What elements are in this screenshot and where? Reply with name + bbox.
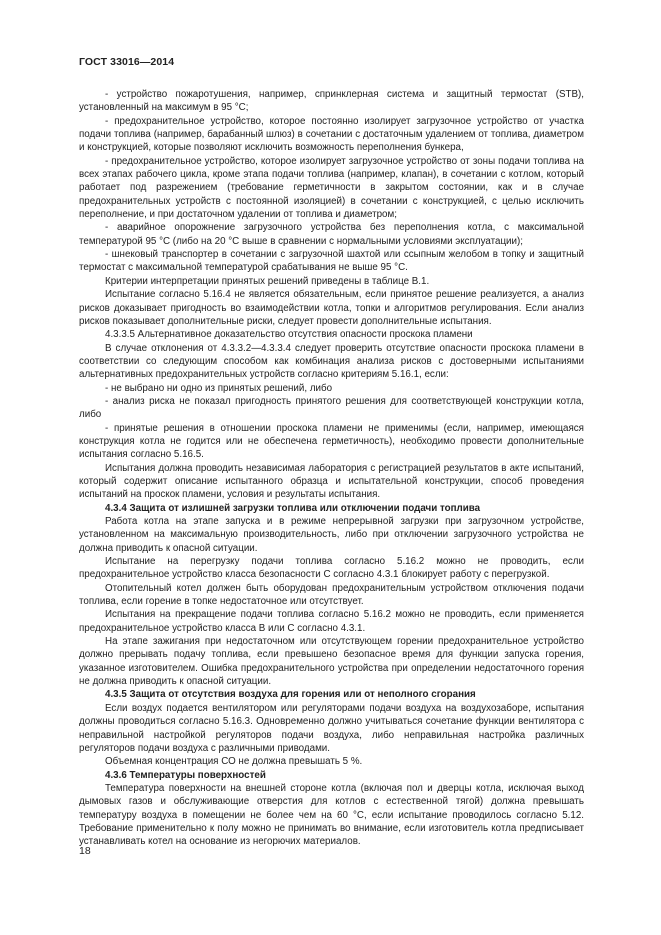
paragraph: Испытания должна проводить независимая лаборатория с регистрацией результатов в акте испытаний, который содержит описание испытанного образца и испытательной конструкции, способ проведения испытаний на проскок пламени, условия и результаты испытания. [79, 462, 584, 501]
paragraph: Отопительный котел должен быть оборудован предохранительным устройством отключения подачи топлива, если горение в топке недостаточное или отсутствует. [79, 582, 584, 608]
paragraph: - аварийное опорожнение загрузочного устройства без переполнения котла, с максимальной температурой 95 °С (либо на 20 °С выше в сравнении с нормальными условиями эксплуатации); [79, 222, 584, 247]
section-heading: 4.3.5 Защита от отсутствия воздуха для горения или от неполного сгорания [105, 689, 476, 701]
section-heading: 4.3.6 Температуры поверхностей [105, 769, 266, 781]
paragraph: - шнековый транспортер в сочетании с загрузочной шахтой или ссыпным желобом в топку и защитный термостат с максимальной температурой срабатывания не выше 95 °С. [79, 249, 584, 274]
paragraph: Объемная концентрация СО не должна превышать 5 %. [105, 756, 363, 768]
paragraph: - предохранительное устройство, которое изолирует загрузочное устройство от зоны подачи топлива на всех этапах рабочего цикла, кроме этапа подачи топлива (например, клапан), в сочетании с котлом, который работает под разрежением (требование герметичности в закрытом состоянии, как и в случае предохранительных устройств с постоянной изоляцией) в сочетании с конструкцией, с целью исключить переполнение, и при достаточном удалении от топлива и диаметром; [79, 155, 584, 221]
document-body [79, 88, 584, 849]
paragraph: Работа котла на этапе запуска и в режиме непрерывной загрузки при загрузочном устройстве, установленном на максимальную производительность, либо при отключении загрузочного устройства не должна приводить к опасной ситуации. [79, 516, 584, 554]
paragraph: - анализ риска не показал пригодность принятого решения для соответствующей конструкции котла, либо [79, 395, 584, 421]
paragraph: Испытания на прекращение подачи топлива согласно 5.16.2 можно не проводить, если применяется предохранительное устройство класса В или С согласно 4.3.1. [79, 609, 584, 634]
paragraph: 4.3.3.5 Альтернативное доказательство отсутствия опасности проскока пламени [105, 329, 473, 341]
paragraph: Если воздух подается вентилятором или регуляторами подачи воздуха на воздухозаборе, испытания должны проводиться согласно 5.16.3. Одновременно должно учитываться сочетание функции вентилятора с неправильной настройкой регуляторов подачи воздуха, либо неправильная настройка различных регуляторов подачи воздуха с различными приводами. [79, 702, 584, 754]
paragraph: - устройство пожаротушения, например, спринклерная система и защитный термостат (STB), установленный на максимум в 95 °С; [79, 89, 584, 114]
paragraph: На этапе зажигания при недостаточном или отсутствующем горении предохранительное устройство должно прерывать подачу топлива, если превышено безопасное время для функции запуска горения, указанное изготовителем. Ошибка предохранительного устройства при определении недостаточного горения не должна приводить к опасной ситуации. [79, 636, 584, 688]
paragraph: - принятые решения в отношении проскока пламени не применимы (если, например, имеющаяся конструкция котла не годится или не обеспечена герметичность), необходимо провести дополнительные испытания согласно 5.16.5. [79, 422, 584, 461]
page-number: 18 [79, 845, 91, 857]
paragraph: - предохранительное устройство, которое постоянно изолирует загрузочное устройство от участка подачи топлива (например, барабанный шлюз) в сочетании с достаточным удалением от топлива, диаметром и конструкцией, которые позволяют исключить возможность переполнения бункера, [79, 115, 584, 154]
paragraph: - не выбрано ни одно из принятых решений, либо [105, 382, 333, 394]
paragraph: Температура поверхности на внешней стороне котла (включая пол и дверцы котла, исключая выход дымовых газов и обслуживающие отверстия для котлов с естественной тягой) должна превышать температуру воздуха в помещении не более чем на 60 °С, если испытание проводилось согласно 5.12. Требование применительно к полу можно не принимать во внимание, если изготовитель котла предписывает устанавливать котел на основание из негорючих материалов. [79, 782, 584, 848]
paragraph: В случае отклонения от 4.3.3.2—4.3.3.4 следует проверить отсутствие опасности проскока пламени в соответствии со следующим способом как комбинация анализа рисков с достоверными испытаниями альтернативных предохранительных устройств согласно критериям 5.16.1, если: [79, 342, 584, 381]
paragraph: Критерии интерпретации принятых решений приведены в таблице В.1. [105, 275, 430, 287]
paragraph: Испытание на перегрузку подачи топлива согласно 5.16.2 можно не проводить, если предохранительное устройство класса безопасности С согласно 4.3.1 блокирует работу с перегрузкой. [79, 556, 584, 581]
section-heading: 4.3.4 Защита от излишней загрузки топлива или отключении подачи топлива [105, 502, 481, 514]
paragraph: Испытание согласно 5.16.4 не является обязательным, если принятое решение реализуется, а анализ рисков доказывает пригодность во взаимодействии котла, топки и алгоритмов регулирования. Если анализ рисков показывает дополнительные риски, следует провести дополнительные испытания. [79, 289, 584, 327]
document-header: ГОСТ 33016—2014 [79, 56, 175, 68]
